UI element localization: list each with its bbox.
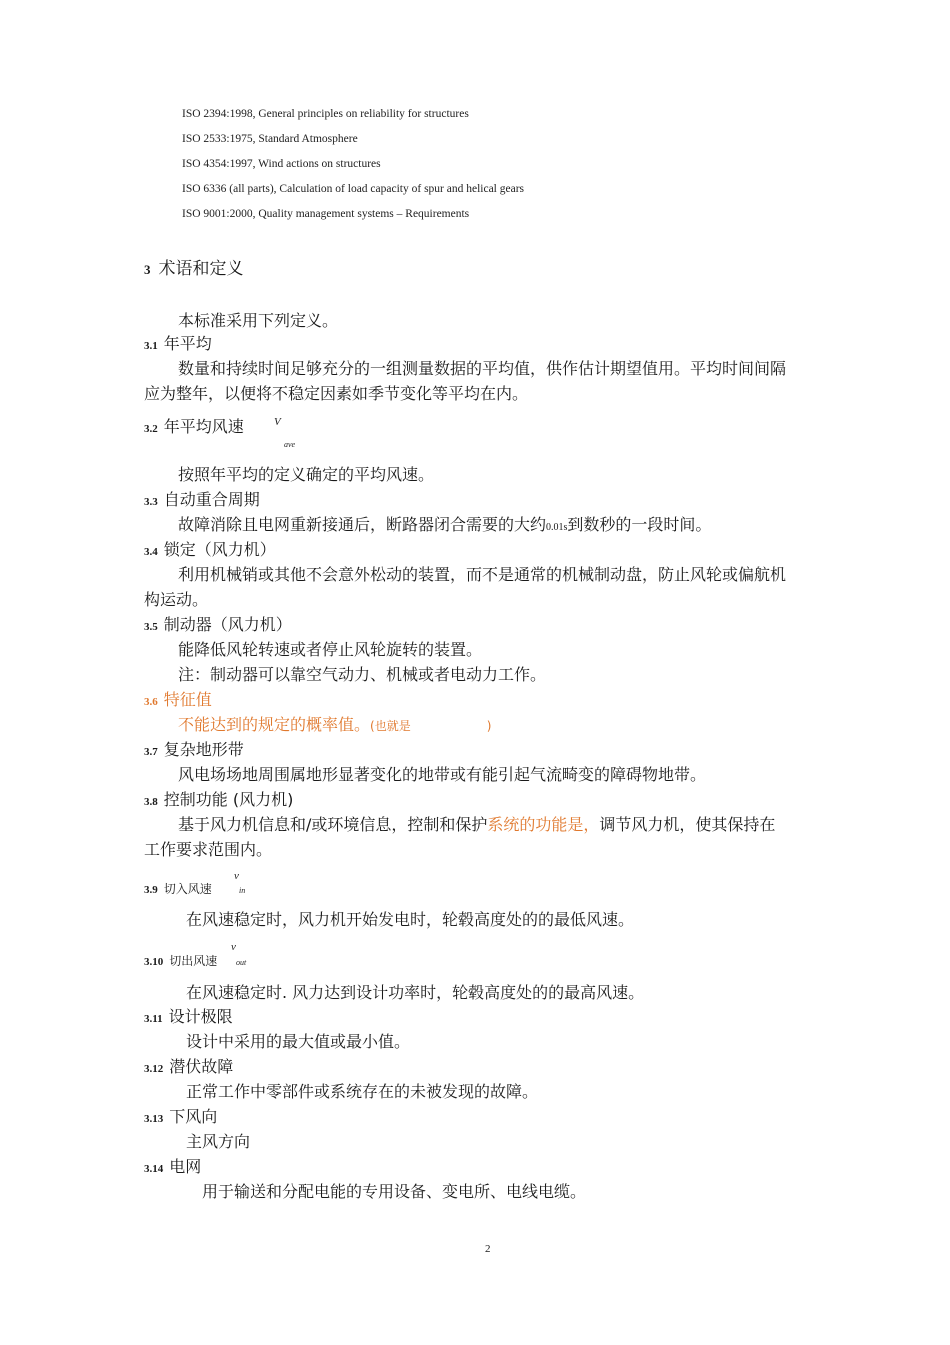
reference-iso-9001: ISO 9001:2000, Quality management systems – Requirements xyxy=(182,208,470,220)
term-3-13-definition: 主风方向 xyxy=(186,1132,251,1151)
term-number: 3.12 xyxy=(144,1063,164,1075)
term-number: 3.4 xyxy=(144,546,158,558)
term-title: 下风向 xyxy=(169,1107,218,1126)
term-3-10-heading xyxy=(144,950,217,969)
term-3-13-heading xyxy=(144,1104,217,1127)
term-number: 3.8 xyxy=(144,796,158,808)
section-title: 术语和定义 xyxy=(158,259,244,279)
term-title: 制动器（风力机） xyxy=(163,615,292,634)
term-3-3-definition xyxy=(178,512,711,535)
definition-text: 不能达到的规定的概率值。 xyxy=(178,715,371,734)
term-title: 设计极限 xyxy=(168,1007,233,1026)
term-title: 年平均 xyxy=(163,334,212,353)
term-3-6-heading xyxy=(144,687,212,710)
page-number: 2 xyxy=(485,1243,491,1255)
term-3-2-definition: 按照年平均的定义确定的平均风速。 xyxy=(178,465,435,484)
term-3-11-definition: 设计中采用的最大值或最小值。 xyxy=(186,1032,411,1051)
term-3-1-heading xyxy=(144,331,212,354)
term-3-1-definition: 数量和持续时间足够充分的一组测量数据的平均值，供作估计期望值用。平均时间间隔 xyxy=(178,359,787,378)
symbol-v-ave: V xyxy=(274,416,281,428)
term-3-8-definition-cont: 工作要求范围内。 xyxy=(144,840,273,859)
term-number: 3.14 xyxy=(144,1163,164,1175)
term-title-suffix: (风力机) xyxy=(232,790,294,809)
term-number: 3.11 xyxy=(144,1013,163,1025)
term-title: 特征值 xyxy=(163,690,212,709)
symbol-subscript: out xyxy=(236,958,247,967)
intro-text: 本标准采用下列定义。 xyxy=(178,311,339,330)
section-heading xyxy=(144,254,244,279)
term-number: 3.1 xyxy=(144,340,158,352)
term-3-9-heading xyxy=(144,878,212,897)
section-number: 3 xyxy=(144,262,151,277)
definition-highlight: 系统的功能是， xyxy=(487,815,600,834)
term-3-10-definition: 在风速稳定时. 风力达到设计功率时，轮毂高度处的的最高风速。 xyxy=(186,983,645,1002)
term-title: 切入风速 xyxy=(163,882,212,896)
term-3-1-definition-cont: 应为整年，以便将不稳定因素如季节变化等平均在内。 xyxy=(144,384,529,403)
term-title: 控制功能 xyxy=(163,790,228,809)
term-number: 3.9 xyxy=(144,884,158,896)
term-number: 3.7 xyxy=(144,746,158,758)
definition-text: 故障消除且电网重新接通后，断路器闭合需要的大约 xyxy=(178,515,547,534)
term-3-7-heading xyxy=(144,737,244,760)
term-title: 年平均风速 xyxy=(163,417,244,436)
term-title: 锁定（风力机） xyxy=(163,540,276,559)
symbol-subscript: in xyxy=(239,886,246,895)
term-3-4-definition: 利用机械销或其他不会意外松动的装置，而不是通常的机械制动盘，防止风轮或偏航机 xyxy=(178,565,787,584)
term-3-8-definition xyxy=(178,812,775,835)
term-3-4-definition-cont: 构运动。 xyxy=(144,590,209,609)
reference-iso-2394: ISO 2394:1998, General principles on reliability for structures xyxy=(182,108,469,120)
term-3-14-definition: 用于输送和分配电能的专用设备、变电所、电线电缆。 xyxy=(202,1182,587,1201)
definition-text: 调节风力机，使其保持在 xyxy=(599,815,776,834)
reference-iso-4354: ISO 4354:1997, Wind actions on structures xyxy=(182,158,381,170)
definition-text: 到数秒的一段时间。 xyxy=(567,515,712,534)
term-title: 切出风速 xyxy=(169,954,218,968)
term-title: 潜伏故障 xyxy=(169,1057,234,1076)
term-3-12-heading xyxy=(144,1054,233,1077)
time-value: 0.01s xyxy=(546,522,568,533)
term-3-12-definition: 正常工作中零部件或系统存在的未被发现的故障。 xyxy=(186,1082,539,1101)
term-title: 电网 xyxy=(169,1157,202,1176)
term-3-8-heading xyxy=(144,787,293,810)
term-title: 自动重合周期 xyxy=(163,490,260,509)
term-number: 3.10 xyxy=(144,956,164,968)
definition-paren: (也就是 xyxy=(370,719,411,733)
definition-text: 基于风力机信息和/或环境信息，控制和保护 xyxy=(178,815,488,834)
term-3-5-definition: 能降低风轮转速或者停止风轮旋转的装置。 xyxy=(178,640,483,659)
term-3-11-heading xyxy=(144,1004,233,1027)
term-3-2-heading xyxy=(144,414,244,437)
reference-iso-6336: ISO 6336 (all parts), Calculation of load capacity of spur and helical gears xyxy=(182,183,525,195)
symbol-v-out: v xyxy=(231,941,236,953)
definition-paren-close: ) xyxy=(486,719,492,733)
term-number: 3.13 xyxy=(144,1113,164,1125)
symbol-v-in: v xyxy=(234,870,239,882)
term-title: 复杂地形带 xyxy=(163,740,244,759)
term-number: 3.3 xyxy=(144,496,158,508)
term-3-3-heading xyxy=(144,487,260,510)
term-number: 3.6 xyxy=(144,696,158,708)
term-3-5-heading xyxy=(144,612,292,635)
reference-iso-2533: ISO 2533:1975, Standard Atmosphere xyxy=(182,133,358,145)
term-3-4-heading xyxy=(144,537,276,560)
term-3-6-definition xyxy=(178,712,491,735)
term-3-7-definition: 风电场场地周围属地形显著变化的地带或有能引起气流畸变的障碍物地带。 xyxy=(178,765,707,784)
term-3-14-heading xyxy=(144,1154,201,1177)
term-3-5-note: 注：制动器可以靠空气动力、机械或者电动力工作。 xyxy=(178,665,547,684)
term-number: 3.2 xyxy=(144,423,158,435)
term-number: 3.5 xyxy=(144,621,158,633)
term-3-9-definition: 在风速稳定时，风力机开始发电时，轮毂高度处的的最低风速。 xyxy=(186,910,635,929)
symbol-subscript: ave xyxy=(284,440,296,449)
